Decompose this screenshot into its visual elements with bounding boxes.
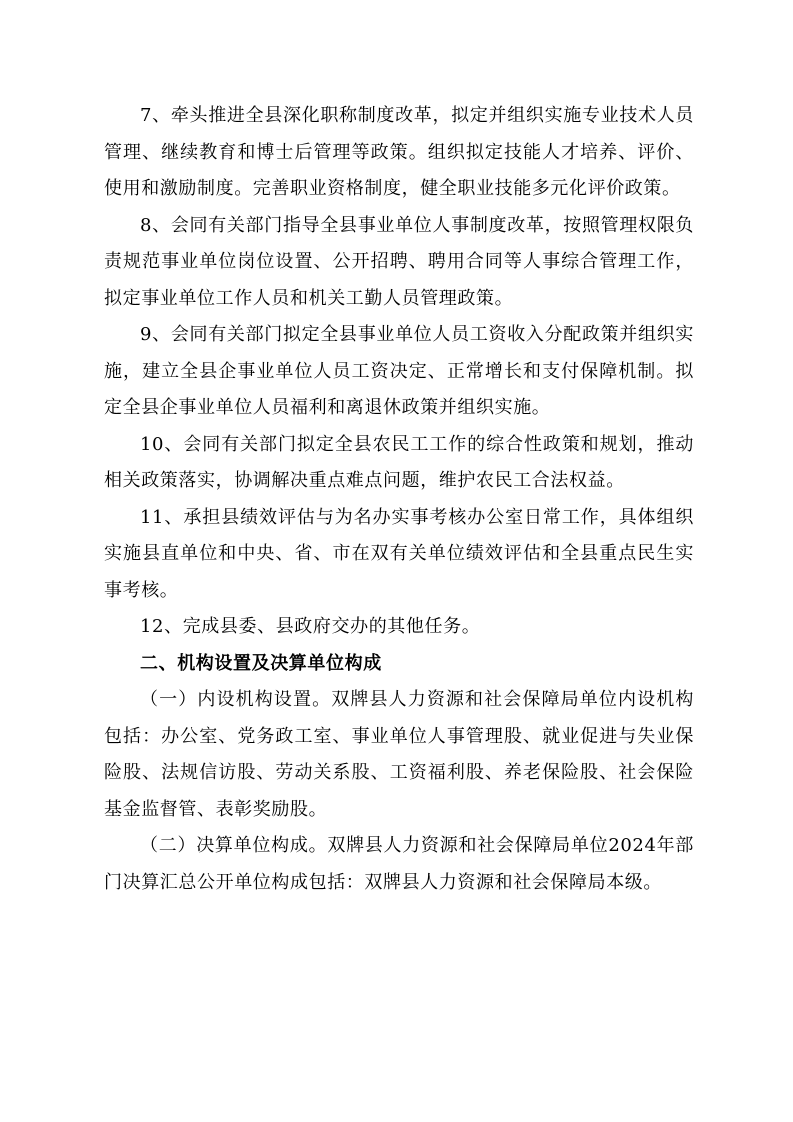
paragraph-item-10: 10、会同有关部门拟定全县农民工工作的综合性政策和规划，推动相关政策落实，协调解决重点难点问题，维护农民工合法权益。 (104, 433, 694, 491)
document-body (104, 98, 694, 901)
paragraph-internal-structure: （一）内设机构设置。双牌县人力资源和社会保障局单位内设机构包括：办公室、党务政工室、事业单位人事管理股、就业促进与失业保险股、法规信访股、劳动关系股、工资福利股、养老保险股、社会保险基金监督管、表彰奖励股。 (104, 689, 694, 820)
paragraph-item-8: 8、会同有关部门指导全县事业单位人事制度改革，按照管理权限负责规范事业单位岗位设置、公开招聘、聘用合同等人事综合管理工作，拟定事业单位工作人员和机关工勤人员管理政策。 (104, 214, 694, 309)
paragraph-item-11: 11、承担县绩效评估与为名办实事考核办公室日常工作，具体组织实施县直单位和中央、省、市在双有关单位绩效评估和全县重点民生实事考核。 (104, 506, 694, 601)
paragraph-budget-units: （二）决算单位构成。双牌县人力资源和社会保障局单位2024年部门决算汇总公开单位构成包括：双牌县人力资源和社会保障局本级。 (104, 835, 694, 893)
paragraph-item-9: 9、会同有关部门拟定全县事业单位人员工资收入分配政策并组织实施，建立全县企事业单位人员工资决定、正常增长和支付保障机制。拟定全县企事业单位人员福利和离退休政策并组织实施。 (104, 324, 694, 418)
paragraph-item-12: 12、完成县委、县政府交办的其他任务。 (140, 616, 481, 637)
paragraph-item-7: 7、牵头推进全县深化职称制度改革，拟定并组织实施专业技术人员管理、继续教育和博士后管理等政策。组织拟定技能人才培养、评价、使用和激励制度。完善职业资格制度，健全职业技能多元化评价政策。 (104, 105, 694, 199)
section-heading: 二、机构设置及决算单位构成 (140, 652, 382, 674)
